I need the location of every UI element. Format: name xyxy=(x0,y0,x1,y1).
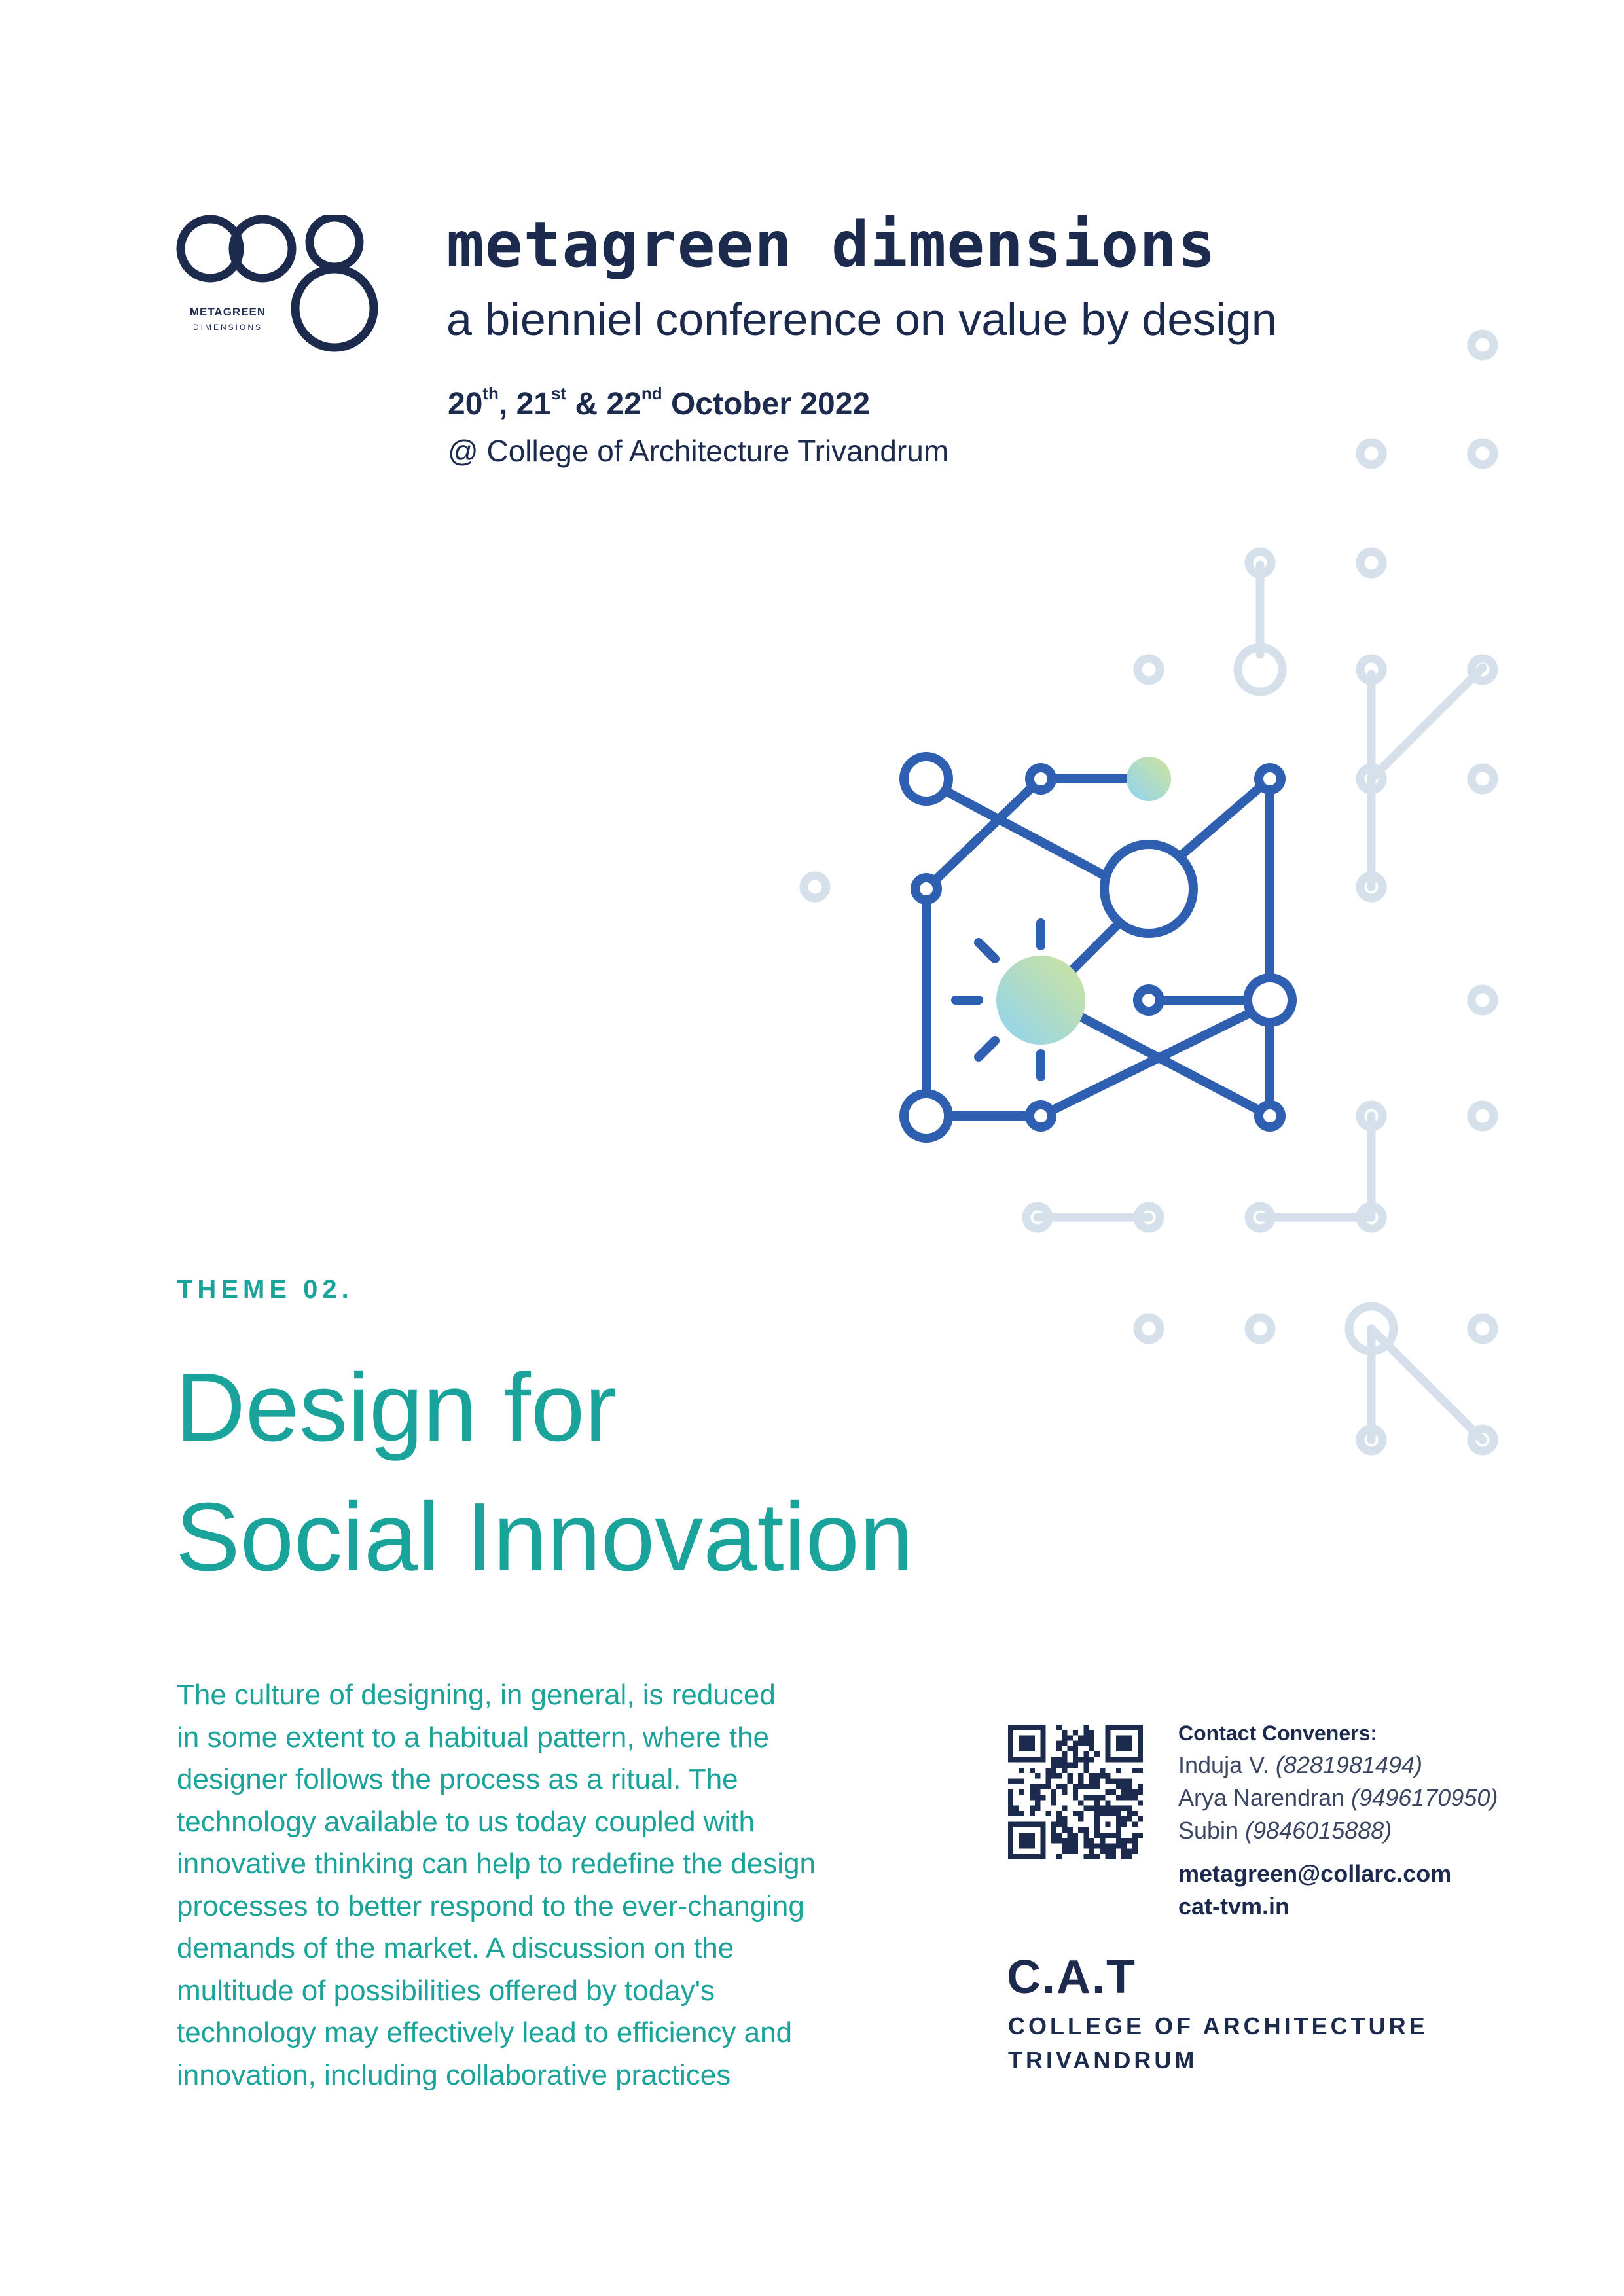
date-1-suffix: th xyxy=(482,384,499,403)
logo-text-line1: METAGREEN xyxy=(189,306,266,318)
theme-description xyxy=(177,1674,871,2096)
contact-person-3 xyxy=(1178,1817,1392,1844)
metagreen-logo-icon xyxy=(175,215,391,352)
description-line: designer follows the process as a ritual. The xyxy=(177,1763,738,1795)
theme-title-line-2: Social Innovation xyxy=(175,1483,914,1591)
date-sep-1: , xyxy=(498,387,516,422)
college-name-line-1: COLLEGE OF ARCHITECTURE xyxy=(1008,2013,1428,2039)
contact-person-2 xyxy=(1178,1784,1498,1812)
description-line: innovation, including collaborative practices xyxy=(177,2058,731,2091)
contact-name: Induja V. xyxy=(1178,1751,1276,1778)
description-line: multitude of possibilities offered by today's xyxy=(177,1974,715,2007)
network-illustration-icon xyxy=(772,314,1532,1492)
logo-text-line2: DIMENSIONS xyxy=(192,323,263,332)
contact-heading: Contact Conveners: xyxy=(1178,1721,1378,1745)
description-line: innovative thinking can help to redefine the design xyxy=(177,1848,816,1880)
college-name-line-2: TRIVANDRUM xyxy=(1008,2047,1198,2073)
description-line: processes to better respond to the ever-changing xyxy=(177,1890,804,1922)
contact-name: Subin xyxy=(1178,1817,1246,1844)
date-2: 21 xyxy=(516,387,551,422)
theme-title xyxy=(175,1343,1092,1602)
description-line: technology may effectively lead to efficiency and xyxy=(177,2017,793,2049)
contact-person-1 xyxy=(1178,1751,1422,1779)
date-2-suffix: st xyxy=(551,384,567,403)
conference-title: metagreen dimensions xyxy=(446,208,1216,281)
contact-email-link[interactable]: metagreen@collarc.com xyxy=(1178,1860,1452,1887)
qr-code-icon[interactable] xyxy=(1008,1725,1143,1859)
date-3: 22 xyxy=(606,387,641,422)
contact-phone[interactable]: (9846015888) xyxy=(1245,1817,1392,1844)
contact-phone[interactable]: (8281981494) xyxy=(1275,1751,1423,1778)
contact-phone[interactable]: (9496170950) xyxy=(1351,1784,1498,1811)
date-sep-2: & xyxy=(566,387,607,422)
description-line: technology available to us today coupled with xyxy=(177,1805,755,1838)
college-abbreviation: C.A.T xyxy=(1007,1951,1136,2003)
conference-tagline: a bienniel conference on value by design xyxy=(446,294,1277,345)
conference-venue: @ College of Architecture Trivandrum xyxy=(448,434,949,468)
description-line: in some extent to a habitual pattern, where the xyxy=(177,1721,770,1753)
date-month-year: October 2022 xyxy=(662,387,871,422)
website-link[interactable]: cat-tvm.in xyxy=(1178,1893,1290,1920)
date-1: 20 xyxy=(448,387,483,422)
contact-name: Arya Narendran xyxy=(1178,1784,1352,1811)
theme-label: THEME 02. xyxy=(177,1275,353,1304)
description-line: demands of the market. A discussion on the xyxy=(177,1932,734,1964)
description-line: The culture of designing, in general, is reduced xyxy=(177,1679,776,1711)
theme-title-line-1: Design for xyxy=(175,1354,617,1462)
date-3-suffix: nd xyxy=(641,384,662,403)
